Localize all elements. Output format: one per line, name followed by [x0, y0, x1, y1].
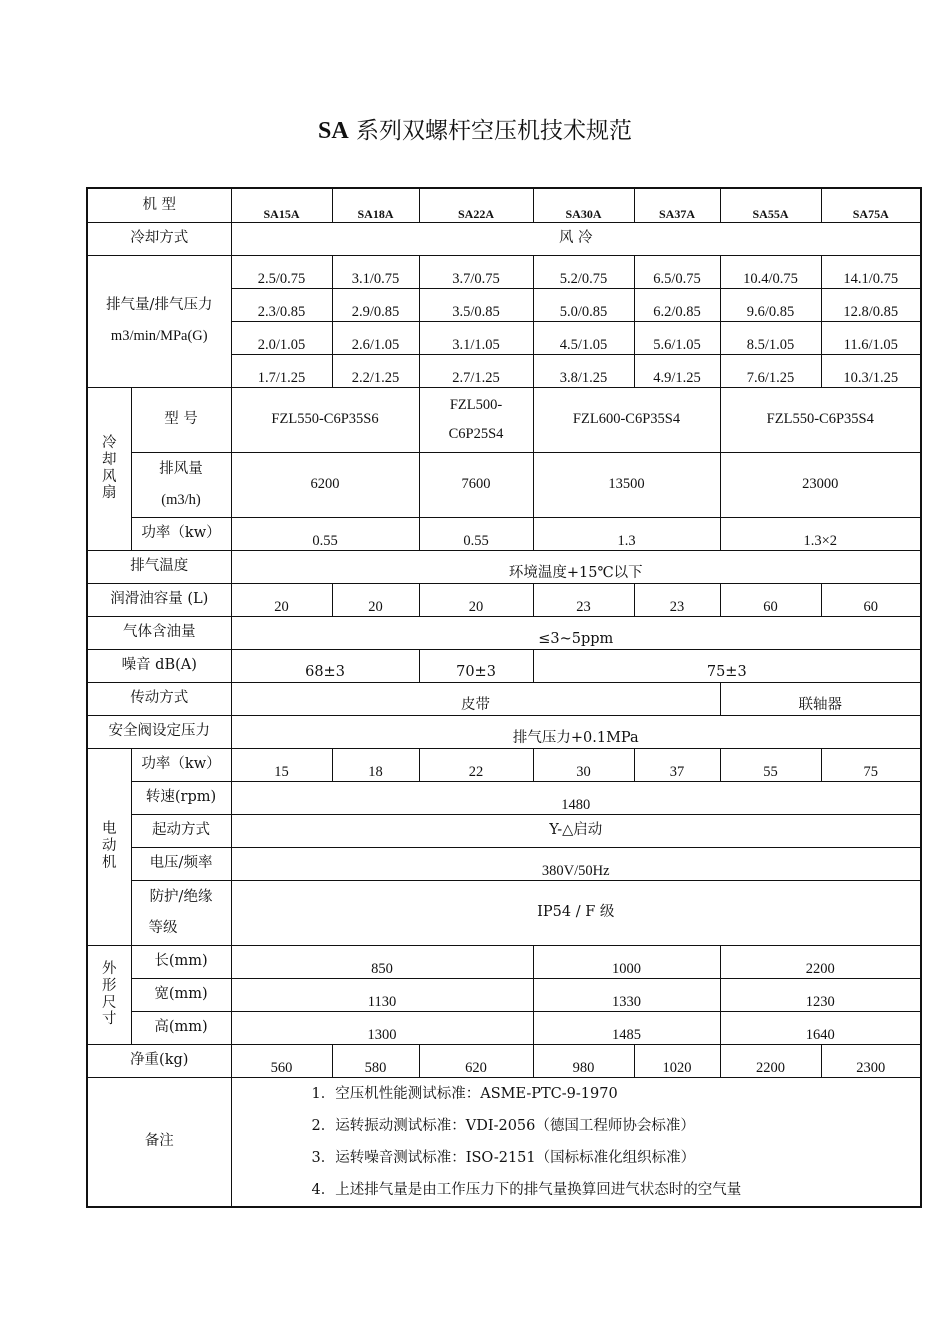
- dim-height-row: [87, 1011, 921, 1044]
- weight-label: 净重(kg): [87, 1044, 231, 1077]
- model-cell: SA22A: [419, 188, 533, 222]
- fan-type-cell: FZL550-C6P35S4: [720, 387, 921, 452]
- motor-group-label: 电动机: [87, 748, 131, 945]
- discharge-cell: 3.8/1.25: [533, 354, 634, 387]
- dim-length-cell: 2200: [720, 945, 921, 978]
- note-item: 2．运转振动测试标准：VDI-2056（德国工程师协会标准）: [311, 1117, 695, 1134]
- dim-height-label: 高(mm): [131, 1011, 231, 1044]
- fan-type-cell: FZL500- C6P25S4: [419, 387, 533, 452]
- discharge-cell: 2.5/0.75: [231, 255, 332, 288]
- oil-capacity-cell: 20: [332, 583, 419, 616]
- dim-width-cell: 1130: [231, 978, 533, 1011]
- dim-width-cell: 1330: [533, 978, 720, 1011]
- discharge-row: [87, 255, 921, 288]
- motor-power-row: [87, 748, 921, 781]
- oil-capacity-label: 润滑油容量 (L): [87, 583, 231, 616]
- dim-length-cell: 850: [231, 945, 533, 978]
- model-cell: SA18A: [332, 188, 419, 222]
- dim-height-cell: 1300: [231, 1011, 533, 1044]
- fan-air-cell: 7600: [419, 452, 533, 517]
- weight-cell: 560: [231, 1044, 332, 1077]
- oil-capacity-cell: 60: [720, 583, 821, 616]
- motor-protect-row: [87, 880, 921, 945]
- notes-row: [87, 1077, 921, 1207]
- dim-width-cell: 1230: [720, 978, 921, 1011]
- discharge-label-line1: 排气量/排气压力: [106, 297, 213, 314]
- fan-air-cell: 6200: [231, 452, 419, 517]
- discharge-cell: 12.8/0.85: [821, 288, 921, 321]
- noise-label: 噪音 dB(A): [87, 649, 231, 682]
- motor-protect-value: IP54 / F 级: [231, 880, 921, 945]
- weight-cell: 1020: [634, 1044, 720, 1077]
- discharge-label: [87, 255, 231, 387]
- discharge-cell: 8.5/1.05: [720, 321, 821, 354]
- dim-width-row: [87, 978, 921, 1011]
- model-row: [87, 188, 921, 222]
- fan-type-cell: FZL550-C6P35S6: [231, 387, 419, 452]
- motor-speed-value: 1480: [231, 781, 921, 814]
- fan-power-label: 功率（kw）: [131, 517, 231, 550]
- model-cell: SA15A: [231, 188, 332, 222]
- weight-cell: 2200: [720, 1044, 821, 1077]
- page-title: SA 系列双螺杆空压机技术规范: [318, 118, 632, 144]
- model-label: 机 型: [87, 188, 231, 222]
- weight-cell: 2300: [821, 1044, 921, 1077]
- dims-group-label: 外形尺寸: [87, 945, 131, 1044]
- motor-power-cell: 30: [533, 748, 634, 781]
- motor-voltage-label: 电压/频率: [131, 847, 231, 880]
- dim-length-cell: 1000: [533, 945, 720, 978]
- weight-cell: 620: [419, 1044, 533, 1077]
- discharge-cell: 2.6/1.05: [332, 321, 419, 354]
- drive-cell: 联轴器: [720, 682, 921, 715]
- discharge-cell: 2.0/1.05: [231, 321, 332, 354]
- noise-cell: 75±3: [533, 649, 921, 682]
- noise-row: [87, 649, 921, 682]
- fan-power-cell: 1.3: [533, 517, 720, 550]
- motor-power-cell: 18: [332, 748, 419, 781]
- fan-type-label: 型 号: [131, 387, 231, 452]
- fan-type-row: [87, 387, 921, 452]
- dim-width-label: 宽(mm): [131, 978, 231, 1011]
- motor-start-value: Y-△启动: [231, 814, 921, 847]
- discharge-cell: 2.7/1.25: [419, 354, 533, 387]
- fan-power-cell: 0.55: [419, 517, 533, 550]
- safety-valve-row: [87, 715, 921, 748]
- motor-power-cell: 75: [821, 748, 921, 781]
- discharge-cell: 5.6/1.05: [634, 321, 720, 354]
- fan-power-row: [87, 517, 921, 550]
- oil-capacity-cell: 20: [231, 583, 332, 616]
- drive-cell: 皮带: [231, 682, 720, 715]
- cooling-label: 冷却方式: [87, 222, 231, 255]
- motor-speed-label: 转速(rpm): [131, 781, 231, 814]
- fan-group-label: 冷却风扇: [87, 387, 131, 550]
- motor-voltage-value: 380V/50Hz: [231, 847, 921, 880]
- model-cell: SA37A: [634, 188, 720, 222]
- discharge-cell: 3.1/0.75: [332, 255, 419, 288]
- exhaust-temp-label: 排气温度: [87, 550, 231, 583]
- note-item: 1．空压机性能测试标准：ASME-PTC-9-1970: [311, 1085, 618, 1102]
- oil-capacity-cell: 23: [533, 583, 634, 616]
- discharge-cell: 5.2/0.75: [533, 255, 634, 288]
- motor-start-row: [87, 814, 921, 847]
- discharge-cell: 3.1/1.05: [419, 321, 533, 354]
- discharge-cell: 2.3/0.85: [231, 288, 332, 321]
- fan-type-cell: FZL600-C6P35S4: [533, 387, 720, 452]
- notes-label: 备注: [87, 1077, 231, 1207]
- safety-valve-label: 安全阀设定压力: [87, 715, 231, 748]
- oil-capacity-row: [87, 583, 921, 616]
- exhaust-temp-value: 环境温度+15℃以下: [231, 550, 921, 583]
- noise-cell: 70±3: [419, 649, 533, 682]
- discharge-cell: 6.2/0.85: [634, 288, 720, 321]
- drive-row: [87, 682, 921, 715]
- dim-length-row: [87, 945, 921, 978]
- notes-list: [231, 1077, 921, 1207]
- weight-row: [87, 1044, 921, 1077]
- discharge-cell: 10.4/0.75: [720, 255, 821, 288]
- motor-power-cell: 22: [419, 748, 533, 781]
- discharge-cell: 6.5/0.75: [634, 255, 720, 288]
- discharge-label-line2: m3/min/MPa(G): [110, 328, 208, 344]
- exhaust-temp-row: [87, 550, 921, 583]
- fan-power-cell: 0.55: [231, 517, 419, 550]
- discharge-cell: 14.1/0.75: [821, 255, 921, 288]
- oil-capacity-cell: 60: [821, 583, 921, 616]
- motor-power-cell: 55: [720, 748, 821, 781]
- model-cell: SA75A: [821, 188, 921, 222]
- weight-cell: 580: [332, 1044, 419, 1077]
- discharge-cell: 10.3/1.25: [821, 354, 921, 387]
- discharge-cell: 2.9/0.85: [332, 288, 419, 321]
- cooling-row: [87, 222, 921, 255]
- discharge-cell: 3.7/0.75: [419, 255, 533, 288]
- cooling-value: 风 冷: [231, 222, 921, 255]
- motor-power-label: 功率（kw）: [131, 748, 231, 781]
- oil-content-value: ≤3~5ppm: [231, 616, 921, 649]
- fan-air-row: [87, 452, 921, 517]
- note-item: 4．上述排气量是由工作压力下的排气量换算回进气状态时的空气量: [311, 1181, 742, 1198]
- discharge-cell: 1.7/1.25: [231, 354, 332, 387]
- motor-power-cell: 15: [231, 748, 332, 781]
- oil-content-row: [87, 616, 921, 649]
- dim-length-label: 长(mm): [131, 945, 231, 978]
- model-cell: SA55A: [720, 188, 821, 222]
- discharge-cell: 2.2/1.25: [332, 354, 419, 387]
- motor-voltage-row: [87, 847, 921, 880]
- discharge-cell: 3.5/0.85: [419, 288, 533, 321]
- oil-content-label: 气体含油量: [87, 616, 231, 649]
- discharge-cell: 5.0/0.85: [533, 288, 634, 321]
- discharge-cell: 4.9/1.25: [634, 354, 720, 387]
- note-item: 3．运转噪音测试标准：ISO-2151（国标标准化组织标准）: [311, 1149, 696, 1166]
- safety-valve-value: 排气压力+0.1MPa: [231, 715, 921, 748]
- dim-height-cell: 1485: [533, 1011, 720, 1044]
- fan-power-cell: 1.3×2: [720, 517, 921, 550]
- discharge-cell: 9.6/0.85: [720, 288, 821, 321]
- discharge-cell: 7.6/1.25: [720, 354, 821, 387]
- motor-protect-label: 防护/绝缘 等级: [131, 880, 231, 945]
- oil-capacity-cell: 23: [634, 583, 720, 616]
- drive-label: 传动方式: [87, 682, 231, 715]
- oil-capacity-cell: 20: [419, 583, 533, 616]
- fan-air-cell: 23000: [720, 452, 921, 517]
- motor-power-cell: 37: [634, 748, 720, 781]
- motor-speed-row: [87, 781, 921, 814]
- discharge-cell: 4.5/1.05: [533, 321, 634, 354]
- model-cell: SA30A: [533, 188, 634, 222]
- noise-cell: 68±3: [231, 649, 419, 682]
- weight-cell: 980: [533, 1044, 634, 1077]
- fan-air-label: 排风量 (m3/h): [131, 452, 231, 517]
- dim-height-cell: 1640: [720, 1011, 921, 1044]
- spec-table: [86, 187, 922, 1208]
- fan-air-cell: 13500: [533, 452, 720, 517]
- motor-start-label: 起动方式: [131, 814, 231, 847]
- discharge-cell: 11.6/1.05: [821, 321, 921, 354]
